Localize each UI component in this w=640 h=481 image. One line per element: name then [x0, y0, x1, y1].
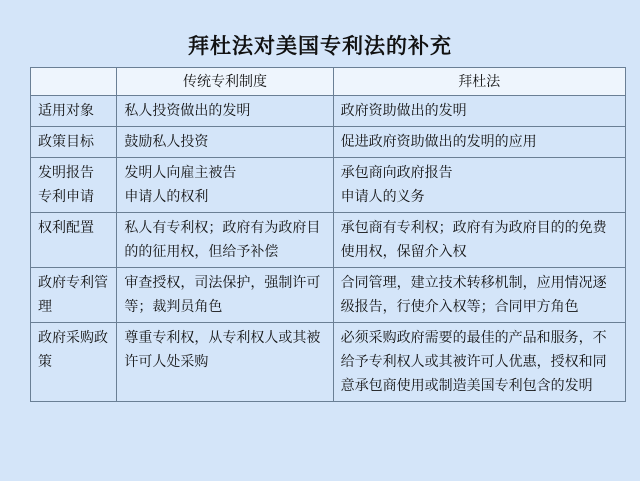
bayh-dole-cell: 促进政府资助做出的发明的应用	[333, 127, 625, 158]
traditional-cell: 发明人向雇主被告 申请人的权利	[117, 158, 333, 213]
table-row	[31, 127, 626, 158]
table-row	[31, 96, 626, 127]
traditional-cell: 审查授权，司法保护，强制许可等；裁判员角色	[117, 268, 333, 323]
comparison-table	[30, 67, 626, 402]
row-label: 权利配置	[31, 213, 117, 268]
bayh-dole-cell: 必须采购政府需要的最佳的产品和服务，不给予专利权人或其被许可人优惠，授权和同意承包商使用或制造美国专利包含的发明	[333, 323, 625, 402]
row-label: 政策目标	[31, 127, 117, 158]
bayh-dole-cell: 承包商有专利权；政府有为政府目的的免费使用权，保留介入权	[333, 213, 625, 268]
traditional-cell: 尊重专利权，从专利权人或其被许可人处采购	[117, 323, 333, 402]
table-row	[31, 268, 626, 323]
traditional-cell: 鼓励私人投资	[117, 127, 333, 158]
row-label: 发明报告 专利申请	[31, 158, 117, 213]
row-label: 政府专利管理	[31, 268, 117, 323]
traditional-cell: 私人投资做出的发明	[117, 96, 333, 127]
table-row	[31, 323, 626, 402]
row-label: 政府采购政策	[31, 323, 117, 402]
traditional-cell: 私人有专利权；政府有为政府目的的征用权，但给予补偿	[117, 213, 333, 268]
bayh-dole-cell: 承包商向政府报告 申请人的义务	[333, 158, 625, 213]
header-empty-cell	[31, 68, 117, 96]
page-title: 拜杜法对美国专利法的补充	[188, 34, 452, 58]
table-header-row	[31, 68, 626, 96]
header-bayh-dole: 拜杜法	[333, 68, 625, 96]
bayh-dole-cell: 政府资助做出的发明	[333, 96, 625, 127]
bayh-dole-cell: 合同管理，建立技术转移机制，应用情况逐级报告，行使介入权等；合同甲方角色	[333, 268, 625, 323]
header-traditional: 传统专利制度	[117, 68, 333, 96]
table-row	[31, 213, 626, 268]
row-label: 适用对象	[31, 96, 117, 127]
table-row	[31, 158, 626, 213]
